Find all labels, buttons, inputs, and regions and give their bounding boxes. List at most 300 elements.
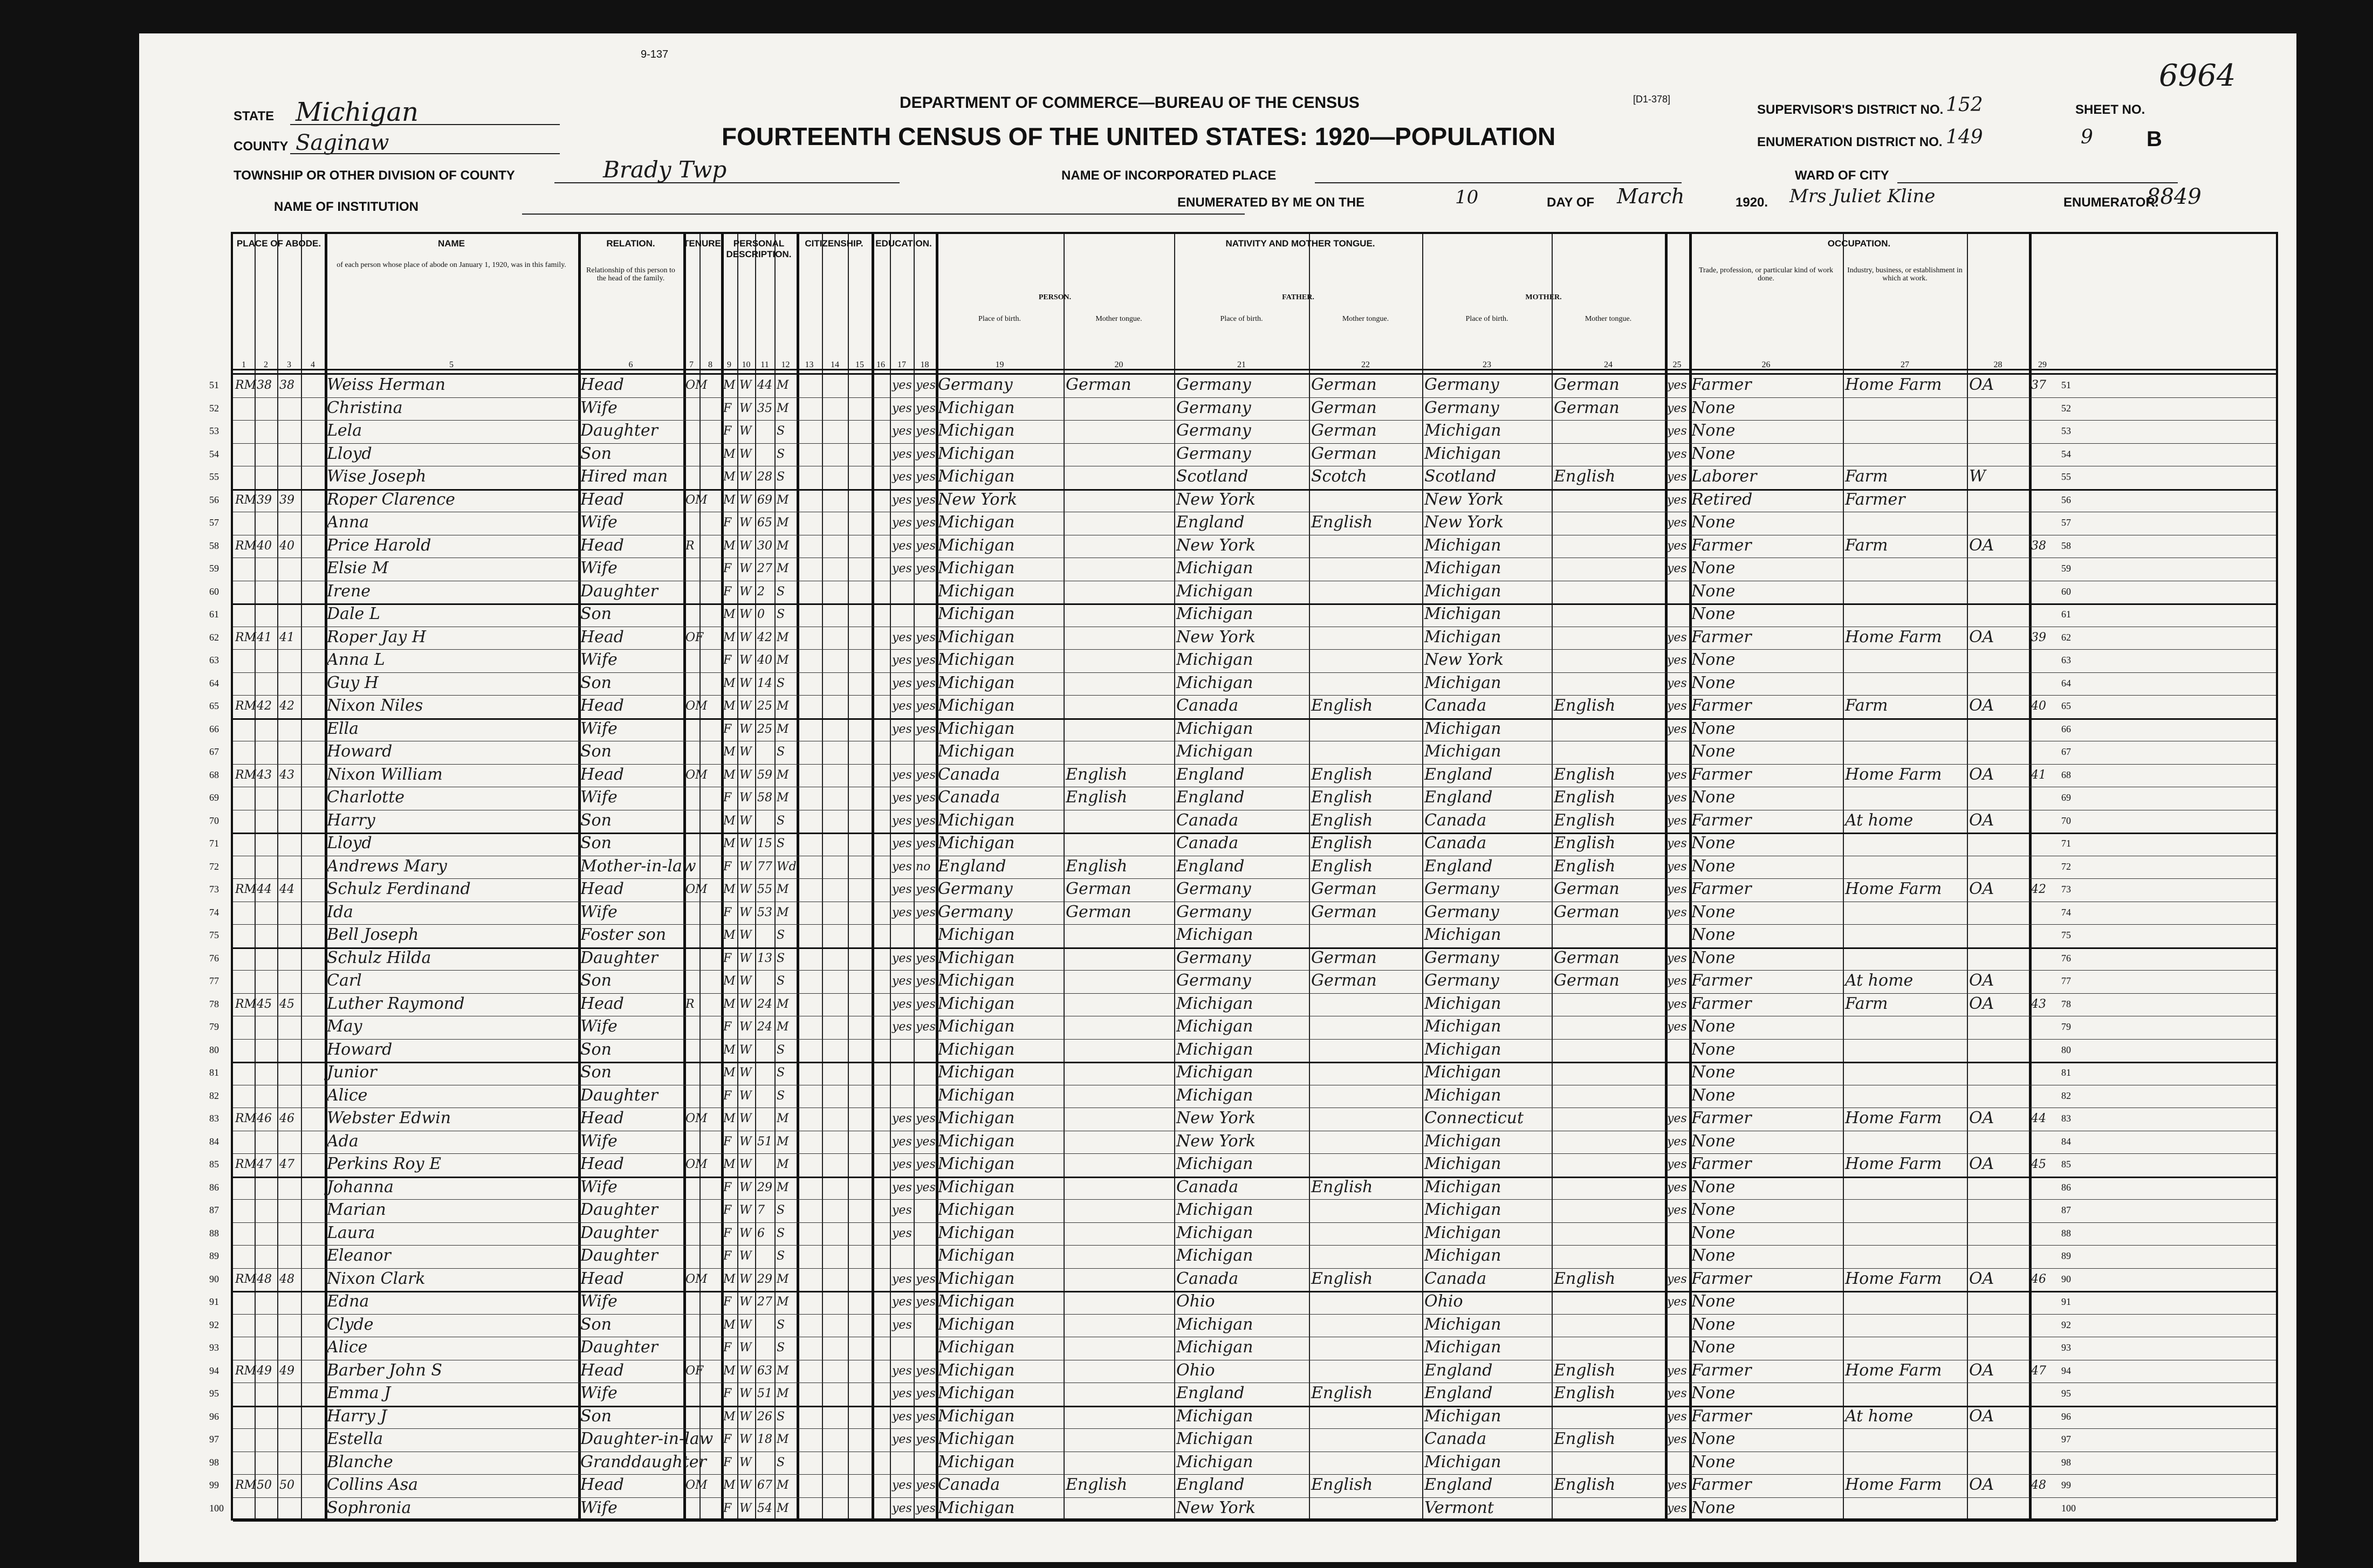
line-number: 53 (209, 425, 219, 436)
cell-can-read: yes (892, 791, 912, 804)
column-number: 2 (264, 360, 268, 369)
cell-mother-birth: Michigan (1424, 1315, 1501, 1334)
cell-trade: Farmer (1691, 1406, 1752, 1426)
cell-english: yes (1667, 1020, 1687, 1034)
cell-marital: S (777, 1066, 785, 1079)
row-rule (233, 1222, 2276, 1223)
cell-father-birth: England (1176, 765, 1245, 784)
cell-mother-tongue: English (1554, 856, 1616, 876)
cell-age: 7 (757, 1203, 765, 1217)
row-rule (233, 1314, 2276, 1315)
cell-trade: None (1691, 581, 1736, 601)
cell-tenure: R (685, 539, 695, 553)
cell-father-birth: Canada (1176, 696, 1239, 715)
supervisor-district-value: 152 (1946, 94, 1983, 116)
cell-trade: None (1691, 513, 1736, 532)
institution-label: NAME OF INSTITUTION (274, 200, 419, 214)
cell-english: yes (1667, 493, 1687, 507)
cell-farm: 46 (2031, 1272, 2046, 1286)
cell-sex: M (723, 837, 736, 850)
cell-sex: M (723, 379, 736, 392)
cell-family: 48 (279, 1272, 294, 1286)
line-number: 69 (2061, 792, 2071, 803)
cell-name: Howard (327, 742, 393, 761)
cell-family: 46 (279, 1112, 294, 1125)
cell-relation: Granddaughter (580, 1452, 707, 1471)
cell-sex: M (723, 974, 736, 988)
cell-mother-birth: Germany (1424, 398, 1499, 417)
cell-father-birth: Germany (1176, 421, 1251, 440)
cell-mother-birth: Michigan (1424, 1177, 1501, 1196)
cell-name: May (327, 1017, 362, 1036)
cell-race: W (739, 401, 752, 415)
cell-race: W (739, 1249, 752, 1263)
cell-race: W (739, 516, 752, 529)
cell-father-birth: Michigan (1176, 1429, 1253, 1448)
cell-class: W (1969, 467, 1986, 486)
cell-marital: M (777, 1295, 789, 1309)
cell-birthplace: Michigan (938, 1154, 1015, 1173)
cell-marital: S (777, 1043, 785, 1057)
cell-can-read: yes (892, 951, 912, 965)
column-description: Industry, business, or establishment in which at work. (1847, 266, 1963, 283)
cell-can-read: yes (892, 722, 912, 736)
cell-birthplace: Canada (938, 788, 1000, 807)
cell-can-write: yes (916, 974, 936, 988)
line-number: 84 (209, 1136, 219, 1147)
cell-sex: F (723, 951, 732, 965)
cell-name: Emma J (327, 1384, 391, 1402)
column-description: Mother tongue. (1585, 315, 1632, 323)
cell-can-read: yes (892, 1180, 912, 1194)
cell-can-read: yes (892, 1364, 912, 1378)
column-description: of each person whose place of abode on January 1, 1920, was in this family. (337, 261, 566, 269)
cell-father-birth: Michigan (1176, 1452, 1253, 1471)
cell-industry: Home Farm (1845, 1360, 1942, 1380)
county-label: COUNTY (234, 139, 289, 154)
cell-street: RM (235, 1112, 257, 1125)
row-rule (233, 1497, 2276, 1498)
cell-can-read: yes (892, 1501, 912, 1515)
cell-can-write: yes (916, 951, 936, 965)
cell-race: W (739, 1341, 752, 1354)
cell-father-birth: England (1176, 1475, 1245, 1494)
cell-age: 51 (757, 1134, 772, 1149)
line-number: 79 (209, 1021, 219, 1032)
cell-mother-birth: Michigan (1424, 1223, 1501, 1242)
cell-sex: F (723, 1341, 732, 1354)
column-number: 26 (1761, 360, 1771, 369)
column-divider (1174, 234, 1175, 1518)
cell-mother-birth: England (1424, 1384, 1493, 1402)
cell-relation: Daughter (580, 421, 658, 440)
cell-can-read: yes (892, 883, 912, 896)
cell-industry: At home (1845, 810, 1914, 830)
cell-family: 43 (279, 768, 294, 782)
cell-can-write: yes (916, 539, 936, 553)
cell-trade: Farmer (1691, 1360, 1752, 1380)
cell-birthplace: Michigan (938, 1131, 1015, 1151)
cell-can-write: yes (916, 1180, 936, 1194)
line-number: 63 (209, 655, 219, 665)
cell-father-tongue: English (1311, 810, 1373, 830)
cell-father-birth: Ohio (1176, 1292, 1215, 1311)
cell-can-read: yes (892, 493, 912, 507)
cell-father-birth: Michigan (1176, 1315, 1253, 1334)
cell-english: yes (1667, 654, 1687, 667)
cell-marital: M (777, 1387, 789, 1400)
column-number: 17 (897, 360, 906, 369)
cell-sex: M (723, 883, 736, 896)
cell-relation: Head (580, 994, 625, 1013)
cell-can-read: yes (892, 1112, 912, 1125)
row-rule (233, 420, 2276, 421)
column-description: Place of birth. (1220, 315, 1263, 323)
line-number: 94 (2061, 1365, 2071, 1376)
line-number: 88 (2061, 1227, 2071, 1239)
cell-name: Laura (327, 1223, 375, 1242)
cell-race: W (739, 1043, 752, 1057)
cell-class: OA (1969, 627, 1994, 647)
line-number: 77 (2061, 975, 2071, 986)
cell-sex: M (723, 1066, 736, 1079)
cell-name: Roper Jay H (327, 627, 427, 647)
cell-english: yes (1667, 791, 1687, 804)
cell-marital: S (777, 1409, 785, 1423)
cell-sex: F (723, 722, 732, 736)
column-number: 7 (689, 360, 694, 369)
line-number: 83 (2061, 1113, 2071, 1124)
cell-age: 65 (757, 516, 772, 529)
cell-can-write: yes (916, 1364, 936, 1378)
cell-sex: M (723, 630, 736, 644)
line-number: 100 (2061, 1502, 2076, 1514)
cell-can-write: yes (916, 1020, 936, 1034)
cell-race: W (739, 1089, 752, 1103)
cell-relation: Head (580, 1360, 625, 1380)
line-number: 55 (209, 471, 219, 482)
cell-marital: M (777, 379, 789, 392)
cell-tenure: OM (685, 699, 708, 713)
cell-trade: None (1691, 559, 1736, 577)
cell-english: yes (1667, 470, 1687, 484)
cell-dwelling: 42 (257, 699, 272, 713)
line-number: 57 (2061, 517, 2071, 528)
line-number: 82 (2061, 1090, 2071, 1101)
cell-relation: Son (580, 1040, 612, 1059)
cell-name: Price Harold (327, 535, 431, 555)
cell-can-read: yes (892, 447, 912, 461)
cell-marital: M (777, 654, 789, 667)
cell-age: 40 (757, 654, 772, 667)
cell-class: OA (1969, 1109, 1994, 1127)
cell-relation: Son (580, 742, 612, 761)
cell-father-birth: England (1176, 788, 1245, 807)
column-divider (797, 234, 799, 1518)
cell-sex: M (723, 1158, 736, 1171)
cell-race: W (739, 1364, 752, 1378)
cell-birthplace: Michigan (938, 1200, 1015, 1219)
line-number: 96 (209, 1411, 219, 1422)
cell-birthplace: Michigan (938, 1452, 1015, 1471)
column-number: 29 (2038, 360, 2047, 369)
line-number: 76 (209, 952, 219, 964)
cell-name: Blanche (327, 1452, 393, 1471)
cell-can-write: yes (916, 768, 936, 782)
cell-trade: None (1691, 1384, 1736, 1402)
cell-relation: Head (580, 1154, 625, 1173)
cell-english: yes (1667, 447, 1687, 461)
column-description: Mother tongue. (1095, 315, 1142, 323)
cell-can-read: yes (892, 768, 912, 782)
cell-name: Carl (327, 971, 362, 990)
cell-mother-birth: Michigan (1424, 604, 1501, 623)
cell-trade: Farmer (1691, 696, 1752, 715)
cell-mother-birth: New York (1424, 513, 1504, 532)
cell-tenure: OF (685, 630, 704, 644)
cell-family: 41 (279, 630, 294, 644)
cell-can-write: yes (916, 883, 936, 896)
cell-mother-birth: Germany (1424, 948, 1499, 967)
cell-sex: F (723, 1180, 732, 1194)
cell-class: OA (1969, 1406, 1994, 1426)
cell-trade: Farmer (1691, 879, 1752, 898)
cell-relation: Daughter (580, 1338, 658, 1357)
cell-mother-birth: Canada (1424, 1429, 1487, 1448)
line-number: 78 (209, 998, 219, 1009)
cell-father-birth: England (1176, 1384, 1245, 1402)
cell-birthplace: Michigan (938, 650, 1015, 669)
cell-street: RM (235, 1272, 257, 1286)
line-number: 56 (209, 494, 219, 505)
cell-race: W (739, 1272, 752, 1286)
cell-can-write: yes (916, 562, 936, 575)
cell-birthplace: Michigan (938, 1223, 1015, 1242)
row-rule (233, 764, 2276, 765)
column-number: 11 (760, 360, 769, 369)
cell-mother-birth: Michigan (1424, 1406, 1501, 1426)
cell-trade: Farmer (1691, 994, 1752, 1013)
cell-industry: Home Farm (1845, 1475, 1942, 1494)
column-number: 13 (805, 360, 814, 369)
cell-race: W (739, 379, 752, 392)
column-number: 8 (708, 360, 712, 369)
cell-street: RM (235, 1364, 257, 1378)
cell-sex: M (723, 447, 736, 461)
line-number: 81 (209, 1067, 219, 1078)
cell-can-write: yes (916, 699, 936, 713)
cell-marital: M (777, 539, 789, 553)
column-number: 18 (920, 360, 929, 369)
cell-marital: S (777, 424, 785, 438)
cell-mother-birth: Michigan (1424, 719, 1501, 738)
cell-dwelling: 41 (257, 630, 272, 644)
cell-age: 44 (757, 379, 772, 392)
line-number: 85 (2061, 1159, 2071, 1170)
cell-relation: Son (580, 810, 612, 830)
cell-marital: S (777, 974, 785, 988)
cell-can-read: yes (892, 1478, 912, 1492)
column-divider (737, 234, 738, 1518)
cell-mother-birth: Michigan (1424, 444, 1501, 463)
cell-can-read: yes (892, 516, 912, 529)
cell-relation: Daughter (580, 1246, 658, 1265)
cell-can-read: yes (892, 814, 912, 828)
cell-father-birth: New York (1176, 1109, 1256, 1127)
cell-english: yes (1667, 1180, 1687, 1194)
enumerated-label: ENUMERATED BY ME ON THE (1177, 195, 1365, 210)
nativity-subheading: MOTHER. (1525, 293, 1562, 301)
cell-race: W (739, 1455, 752, 1469)
cell-name: Webster Edwin (327, 1109, 451, 1127)
cell-tenure: OM (685, 768, 708, 782)
cell-street: RM (235, 699, 257, 713)
cell-street: RM (235, 539, 257, 553)
cell-english: yes (1667, 1387, 1687, 1400)
column-description: Trade, profession, or particular kind of work done. (1698, 266, 1834, 283)
township-value: Brady Twp (603, 156, 727, 183)
row-rule (233, 443, 2276, 444)
cell-marital: M (777, 1020, 789, 1034)
cell-name: Ida (327, 902, 353, 921)
cell-relation: Wife (580, 719, 618, 738)
cell-marital: S (777, 608, 785, 621)
cell-mother-birth: Michigan (1424, 1452, 1501, 1471)
cell-relation: Head (580, 627, 625, 647)
header-rule (233, 373, 2276, 375)
county-value: Saginaw (296, 130, 389, 155)
row-rule (233, 970, 2276, 971)
cell-can-read: yes (892, 1409, 912, 1423)
cell-farm: 45 (2031, 1158, 2046, 1171)
cell-name: Lloyd (327, 444, 372, 463)
cell-birthplace: Michigan (938, 581, 1015, 601)
cell-trade: Farmer (1691, 1109, 1752, 1127)
cell-trade: Farmer (1691, 627, 1752, 647)
column-group-heading: NATIVITY AND MOTHER TONGUE. (1225, 238, 1375, 249)
cell-can-write: yes (916, 1501, 936, 1515)
cell-name: Guy H (327, 673, 379, 692)
cell-family: 47 (279, 1158, 294, 1171)
line-number: 70 (2061, 815, 2071, 826)
cell-age: 13 (757, 951, 772, 965)
cell-father-tongue: German (1311, 948, 1377, 967)
cell-race: W (739, 676, 752, 690)
cell-industry: Farm (1845, 467, 1888, 486)
cell-farm: 48 (2031, 1478, 2046, 1492)
cell-sex: F (723, 1249, 732, 1263)
cell-english: yes (1667, 1501, 1687, 1515)
line-number: 66 (2061, 723, 2071, 734)
cell-marital: S (777, 951, 785, 965)
cell-birthplace: Michigan (938, 1040, 1015, 1059)
cell-race: W (739, 654, 752, 667)
cell-trade: None (1691, 925, 1736, 944)
cell-sex: F (723, 654, 732, 667)
column-divider (699, 234, 701, 1518)
incorporated-place-label: NAME OF INCORPORATED PLACE (1061, 168, 1277, 183)
cell-dwelling: 44 (257, 883, 272, 896)
cell-father-birth: England (1176, 856, 1245, 876)
cell-birthplace: Germany (938, 879, 1013, 898)
cell-dwelling: 43 (257, 768, 272, 782)
cell-relation: Wife (580, 513, 618, 532)
column-divider (1064, 234, 1065, 1518)
cell-age: 6 (757, 1226, 765, 1240)
column-divider (914, 234, 915, 1518)
column-number: 5 (449, 360, 454, 369)
cell-can-read: yes (892, 1203, 912, 1217)
cell-mother-birth: Michigan (1424, 627, 1501, 647)
census-sheet (139, 33, 2296, 1562)
cell-can-read: yes (892, 905, 912, 919)
cell-relation: Wife (580, 1131, 618, 1151)
cell-can-read: yes (892, 1272, 912, 1286)
cell-race: W (739, 699, 752, 713)
line-number: 90 (209, 1273, 219, 1284)
stamp-number-top: 6964 (2159, 58, 2236, 93)
cell-relation: Son (580, 971, 612, 990)
column-group-heading: CITIZENSHIP. (805, 238, 863, 249)
cell-sex: M (723, 1272, 736, 1286)
cell-farm: 38 (2031, 539, 2046, 553)
cell-industry: Home Farm (1845, 879, 1942, 898)
state-label: STATE (234, 109, 275, 123)
line-number: 87 (209, 1205, 219, 1215)
cell-father-tongue: English (1311, 1269, 1373, 1288)
cell-marital: S (777, 1455, 785, 1469)
cell-age: 15 (757, 837, 772, 850)
column-divider (1552, 234, 1553, 1518)
column-description: Place of birth. (978, 315, 1021, 323)
cell-race: W (739, 493, 752, 507)
cell-trade: Farmer (1691, 971, 1752, 990)
cell-trade: None (1691, 650, 1736, 669)
cell-trade: None (1691, 1429, 1736, 1448)
cell-age: 54 (757, 1501, 772, 1515)
cell-sex: F (723, 562, 732, 575)
cell-industry: Farmer (1845, 490, 1905, 509)
cell-mother-tongue: English (1554, 765, 1616, 784)
cell-mother-tongue: German (1554, 948, 1620, 967)
form-code: [D1-378] (1633, 94, 1671, 105)
cell-father-birth: Michigan (1176, 1200, 1253, 1219)
cell-father-tongue: German (1311, 421, 1377, 440)
enumerator-label: ENUMERATOR. (2063, 195, 2159, 210)
cell-tongue: English (1066, 1475, 1128, 1494)
cell-age: 25 (757, 722, 772, 736)
line-number: 78 (2061, 998, 2071, 1009)
line-number: 54 (209, 448, 219, 459)
column-group-heading: PERSONAL DESCRIPTION. (726, 238, 792, 259)
cell-can-read: yes (892, 424, 912, 438)
line-number: 85 (209, 1159, 219, 1170)
cell-mother-birth: Germany (1424, 375, 1499, 394)
cell-father-birth: Michigan (1176, 604, 1253, 623)
cell-relation: Son (580, 1315, 612, 1334)
cell-family: 38 (279, 379, 294, 392)
cell-trade: None (1691, 1246, 1736, 1265)
cell-birthplace: Michigan (938, 1269, 1015, 1288)
cell-sex: M (723, 539, 736, 553)
line-number: 90 (2061, 1273, 2071, 1284)
cell-father-tongue: English (1311, 765, 1373, 784)
cell-dwelling: 38 (257, 379, 272, 392)
cell-trade: Farmer (1691, 1154, 1752, 1173)
cell-dwelling: 39 (257, 493, 272, 507)
line-number: 60 (2061, 586, 2071, 597)
cell-trade: None (1691, 1063, 1736, 1082)
